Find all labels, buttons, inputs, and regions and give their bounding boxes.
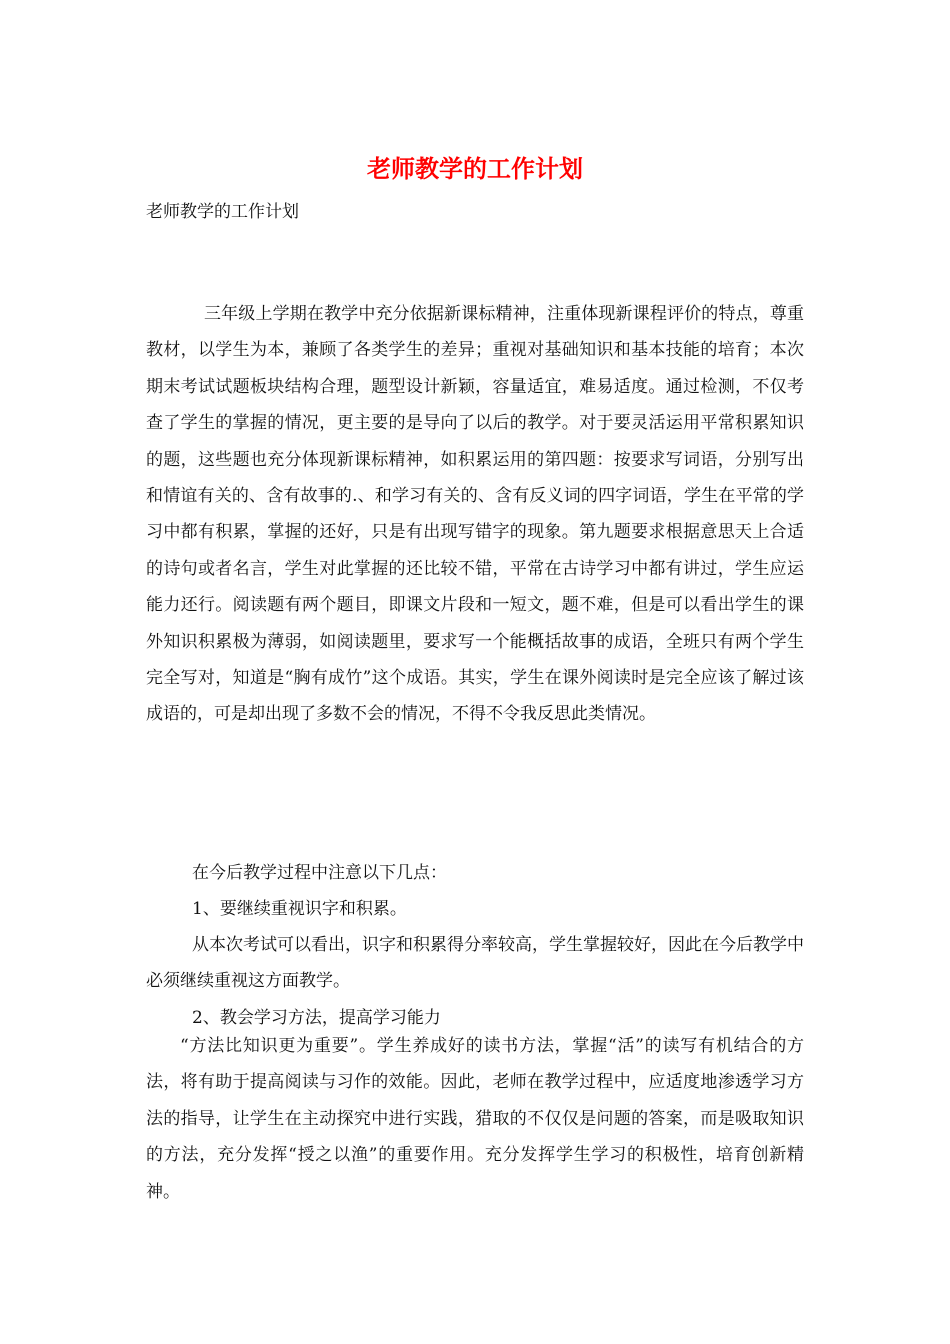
paragraph-point-1-body: 从本次考试可以看出，识字和积累得分率较高，学生掌握较好，因此在今后教学中必须继续重视这方面教学。 — [146, 935, 804, 992]
paragraph-point-2-heading: 2、教会学习方法，提高学习能力 — [192, 1008, 441, 1028]
paragraph-future-points-intro: 在今后教学过程中注意以下几点： — [192, 863, 447, 883]
paragraph-point-2-body: “方法比知识更为重要”。学生养成好的读书方法，掌握“活”的读写有机结合的方法，将有助于提高阅读与习作的效能。因此，老师在教学过程中，应适度地渗透学习方法的指导，让学生在主动探究中进行实践，猎取的不仅仅是问题的答案，而是吸取知识的方法，充分发挥“授之以渔”的重要作用。充分发挥学生学习的积极性，培育创新精神。 — [146, 1036, 804, 1202]
paragraph-point-1-heading: 1、要继续重视识字和积累。 — [192, 899, 407, 919]
page-title: 老师教学的工作计划 — [367, 154, 583, 183]
paragraph-exam-analysis: 三年级上学期在教学中充分依据新课标精神，注重体现新课程评价的特点，尊重教材，以学生为本，兼顾了各类学生的差异；重视对基础知识和基本技能的培育；本次期末考试试题板块结构合理，题型设计新颖，容量适宜，难易适度。通过检测，不仅考查了学生的掌握的情况，更主要的是导向了以后的教学。对于要灵活运用平常积累知识的题，这些题也充分体现新课标精神，如积累运用的第四题：按要求写词语，分别写出和情谊有关的、含有故事的.、和学习有关的、含有反义词的四字词语，学生在平常的学习中都有积累，掌握的还好，只是有出现写错字的现象。第九题要求根据意思天上合适的诗句或者名言，学生对此掌握的还比较不错，平常在古诗学习中都有讲过，学生应运能力还行。阅读题有两个题目，即课文片段和一短文，题不难，但是可以看出学生的课外知识积累极为薄弱，如阅读题里，要求写一个能概括故事的成语，全班只有两个学生完全写对，知道是“胸有成竹”这个成语。其实，学生在课外阅读时是完全应该了解过该成语的，可是却出现了多数不会的情况，不得不令我反思此类情况。 — [146, 304, 804, 725]
document-subtitle: 老师教学的工作计划 — [146, 202, 299, 222]
